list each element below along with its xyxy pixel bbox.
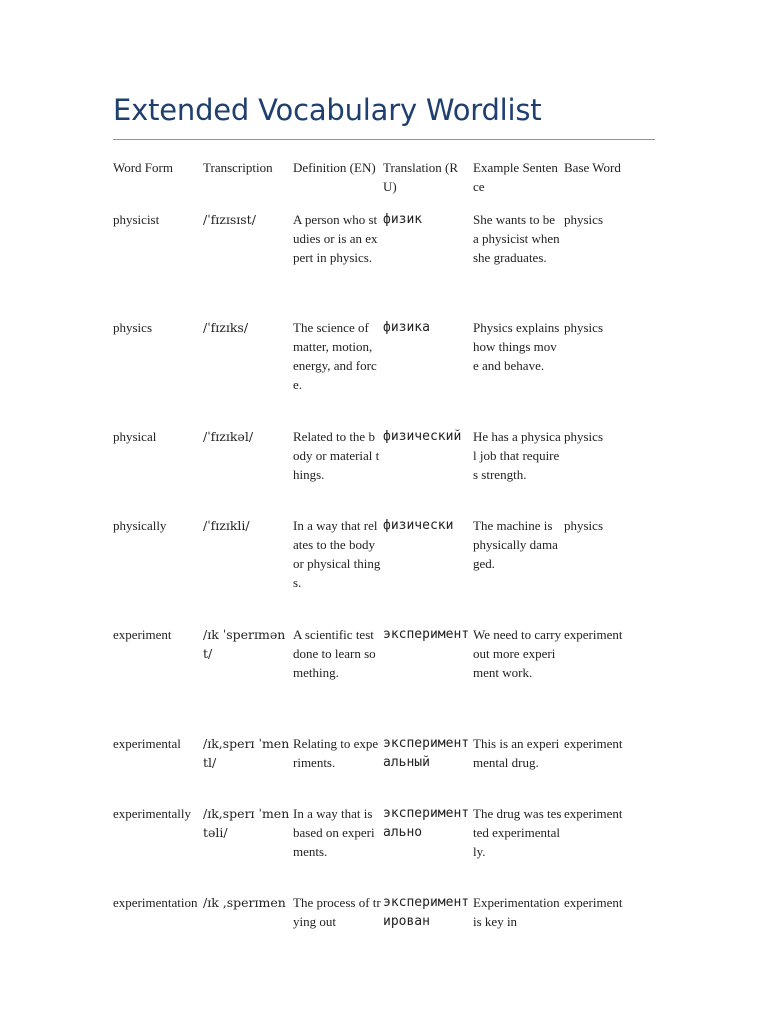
base-word-cell: experiment: [564, 806, 623, 821]
base-word-cell: experiment: [564, 895, 623, 910]
table-row: [113, 625, 655, 734]
table-header-row: [113, 158, 655, 210]
translation-cell: физический: [383, 429, 462, 444]
translation-cell: экспериментирован: [383, 895, 470, 929]
word-form-cell: physics: [113, 320, 152, 335]
translation-cell: экспериментальный: [383, 736, 470, 770]
definition-cell: In a way that is based on experiments.: [293, 806, 375, 859]
header-translation: Translation (RU): [383, 160, 458, 194]
example-cell: The drug was tested experimentally.: [473, 806, 562, 859]
example-cell: This is an experimental drug.: [473, 736, 560, 770]
definition-cell: A person who studies or is an expert in physics.: [293, 212, 378, 265]
transcription-cell: /ˈfɪzɪkəl/: [203, 429, 254, 444]
header-word-form: Word Form: [113, 160, 173, 175]
table-row: [113, 804, 655, 893]
header-example: Example Sentence: [473, 160, 558, 194]
document-page: [113, 0, 655, 1024]
translation-cell: экспериментально: [383, 806, 470, 840]
example-cell: We need to carry out more experiment work.: [473, 627, 562, 680]
word-form-cell: physically: [113, 518, 167, 533]
word-form-cell: experiment: [113, 627, 172, 642]
table-row: [113, 210, 655, 318]
base-word-cell: physics: [564, 212, 603, 227]
table-row: [113, 734, 655, 804]
table-row: [113, 893, 655, 953]
example-cell: She wants to be a physicist when she graduates.: [473, 212, 560, 265]
transcription-cell: /ˈfɪzɪsɪst/: [203, 212, 256, 227]
transcription-cell: /ɪk ˈsperɪmənt/: [203, 627, 286, 661]
word-form-cell: experimentally: [113, 806, 191, 821]
title-underline: [113, 139, 655, 140]
translation-cell: эксперимент: [383, 627, 470, 642]
translation-cell: физика: [383, 320, 430, 335]
header-base-word: Base Word: [564, 160, 621, 175]
example-cell: Physics explains how things move and behave.: [473, 320, 560, 373]
example-cell: He has a physical job that requires strength.: [473, 429, 561, 482]
word-form-cell: experimental: [113, 736, 181, 751]
example-cell: Experimentation is key in: [473, 895, 560, 929]
definition-cell: Relating to experiments.: [293, 736, 379, 770]
word-form-cell: physicist: [113, 212, 160, 227]
wordlist-table: [113, 158, 655, 953]
table-row: [113, 318, 655, 427]
word-form-cell: physical: [113, 429, 157, 444]
translation-cell: физик: [383, 212, 423, 227]
transcription-cell: /ˈfɪzɪkli/: [203, 518, 250, 533]
definition-cell: A scientific test done to learn something.: [293, 627, 376, 680]
definition-cell: The science of matter, motion, energy, and force.: [293, 320, 377, 392]
base-word-cell: experiment: [564, 627, 623, 642]
document-title: Extended Vocabulary Wordlist: [113, 93, 542, 127]
transcription-cell: /ɪk ,sperɪmen: [203, 895, 286, 910]
transcription-cell: /ɪk,sperɪ ˈmentl/: [203, 736, 290, 770]
example-cell: The machine is physically damaged.: [473, 518, 558, 571]
word-form-cell: experimentation: [113, 895, 198, 910]
definition-cell: In a way that relates to the body or physical things.: [293, 518, 381, 590]
table-row: [113, 516, 655, 625]
header-transcription: Transcription: [203, 160, 273, 175]
table-row: [113, 427, 655, 516]
header-definition: Definition (EN): [293, 160, 376, 175]
definition-cell: The process of trying out: [293, 895, 381, 929]
transcription-cell: /ˈfɪzɪks/: [203, 320, 249, 335]
transcription-cell: /ɪk,sperɪ ˈmentəli/: [203, 806, 290, 840]
base-word-cell: experiment: [564, 736, 623, 751]
base-word-cell: physics: [564, 429, 603, 444]
base-word-cell: physics: [564, 518, 603, 533]
definition-cell: Related to the body or material things.: [293, 429, 380, 482]
base-word-cell: physics: [564, 320, 603, 335]
translation-cell: физически: [383, 518, 454, 533]
